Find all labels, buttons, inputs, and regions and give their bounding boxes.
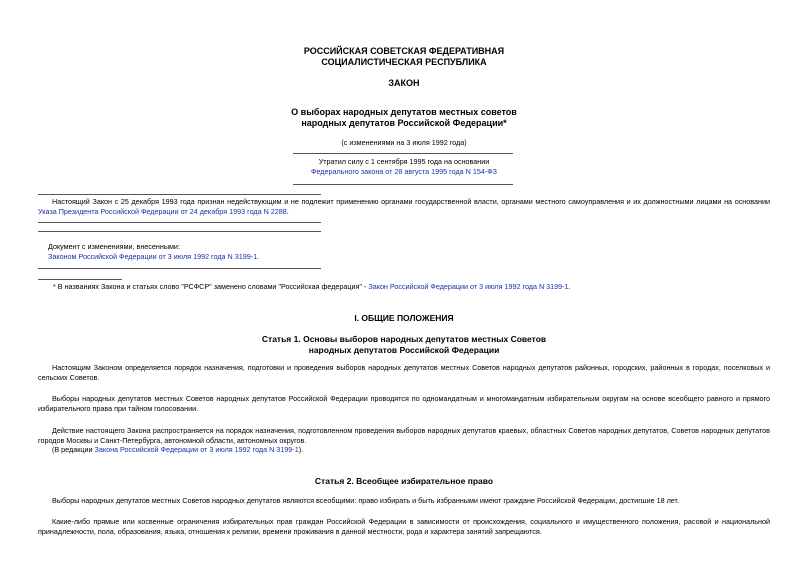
- divider: [38, 268, 321, 269]
- doc-type: ЗАКОН: [388, 78, 420, 88]
- repeal-law-link[interactable]: Федерального закона от 28 августа 1995 года N 154-ФЗ: [310, 166, 498, 176]
- edit-law-link[interactable]: Закона Российской Федерации от 3 июля 1992 года N 3199-1: [94, 445, 299, 454]
- divider: [38, 222, 321, 223]
- article-2-paragraph-1: Выборы народных депутатов местных Советов народных депутатов являются всеобщими: право избирать и быть избранными имеют граждане Российской Федерации, достигшие 18 лет.: [52, 496, 680, 505]
- title-line-1: О выборах народных депутатов местных советов: [291, 107, 517, 117]
- article-1-paragraph-2: Выборы народных депутатов местных Советов народных депутатов Российской Федерации проводятся по одномандатным и многомандатным избирательным округам на основе всеобщего равного и прямого избирательного права при тайном голосовании.: [38, 394, 770, 413]
- punct: .: [286, 206, 289, 216]
- article-1-title-line-1: Статья 1. Основы выборов народных депутатов местных Советов: [261, 334, 547, 344]
- notice-invalid: [38, 197, 770, 216]
- article-1-paragraph-3: Действие настоящего Закона распространяется на порядок назначения, подготовленном проведения выборов народных депутатов краевых, областных Советов народных депутатов, Советов народных депутатов городов Москвы и Санкт-Петербурга, автономной области, автономных округов.: [38, 426, 770, 445]
- divider: [293, 184, 513, 185]
- notice-invalid-text: Настоящий Закон с 25 декабря 1993 года признан недействующим и не подлежит применению органами государственной власти, органами местного самоуправления и их должностными лицами на основании: [52, 197, 770, 206]
- header-line-2: СОЦИАЛИСТИЧЕСКАЯ РЕСПУБЛИКА: [321, 57, 487, 67]
- notice-amendments: [48, 242, 768, 261]
- punct: .: [568, 282, 571, 291]
- decree-link[interactable]: Указа Президента Российской Федерации от 24 декабря 1993 года N 2288: [38, 206, 287, 216]
- article-2-title: Статья 2. Всеобщее избирательное право: [314, 476, 494, 486]
- article-2-paragraph-2: Какие-либо прямые или косвенные ограничения избирательных прав граждан Российской Федерации в зависимости от происхождения, социального и имущественного положения, расовой и национальной принадлежности, пола, образования, языка, отношения к религии, времени проживания в данной местности, рода и характера занятий запрещаются.: [38, 517, 770, 536]
- edit-prefix: (В редакции: [52, 445, 93, 454]
- footnote-divider: [38, 279, 122, 280]
- title-line-2: народных депутатов Российской Федерации*: [301, 118, 507, 128]
- article-1-edit-note: [52, 445, 770, 455]
- footnote: [53, 282, 770, 292]
- article-1-paragraph-1: Настоящим Законом определяется порядок назначения, подготовки и проведения выборов народных депутатов местных Советов народных депутатов районных, городских, районных в городах, поселковых и сельских Советов.: [38, 363, 770, 382]
- article-1-title-line-2: народных депутатов Российской Федерации: [308, 345, 500, 355]
- edit-suffix: ).: [298, 445, 304, 454]
- amending-law-link[interactable]: Законом Российской Федерации от 3 июля 1992 года N 3199-1: [48, 251, 258, 261]
- amendments-note: (с изменениями на 3 июля 1992 года): [341, 138, 467, 147]
- article-1-title: [38, 334, 770, 356]
- divider: [293, 153, 513, 154]
- punct: .: [257, 251, 260, 261]
- status-text: Утратил силу с 1 сентября 1995 года на основании: [318, 157, 490, 166]
- footnote-text: * В названиях Закона и статьях слово "РСФСР" заменено словами "Российская федерация" -: [53, 282, 367, 291]
- divider: [38, 231, 321, 232]
- document-title: [38, 107, 770, 129]
- section-title: I. ОБЩИЕ ПОЛОЖЕНИЯ: [354, 313, 454, 323]
- footnote-law-link[interactable]: Закон Российской Федерации от 3 июля 1992 года N 3199-1: [368, 282, 569, 291]
- document-page: [38, 0, 770, 571]
- status-block: [38, 157, 770, 176]
- notice-amendments-text: Документ с изменениями, внесенными:: [48, 242, 180, 251]
- header-line-1: РОССИЙСКАЯ СОВЕТСКАЯ ФЕДЕРАТИВНАЯ: [303, 46, 505, 56]
- divider: [38, 194, 321, 195]
- document-header: [38, 46, 770, 68]
